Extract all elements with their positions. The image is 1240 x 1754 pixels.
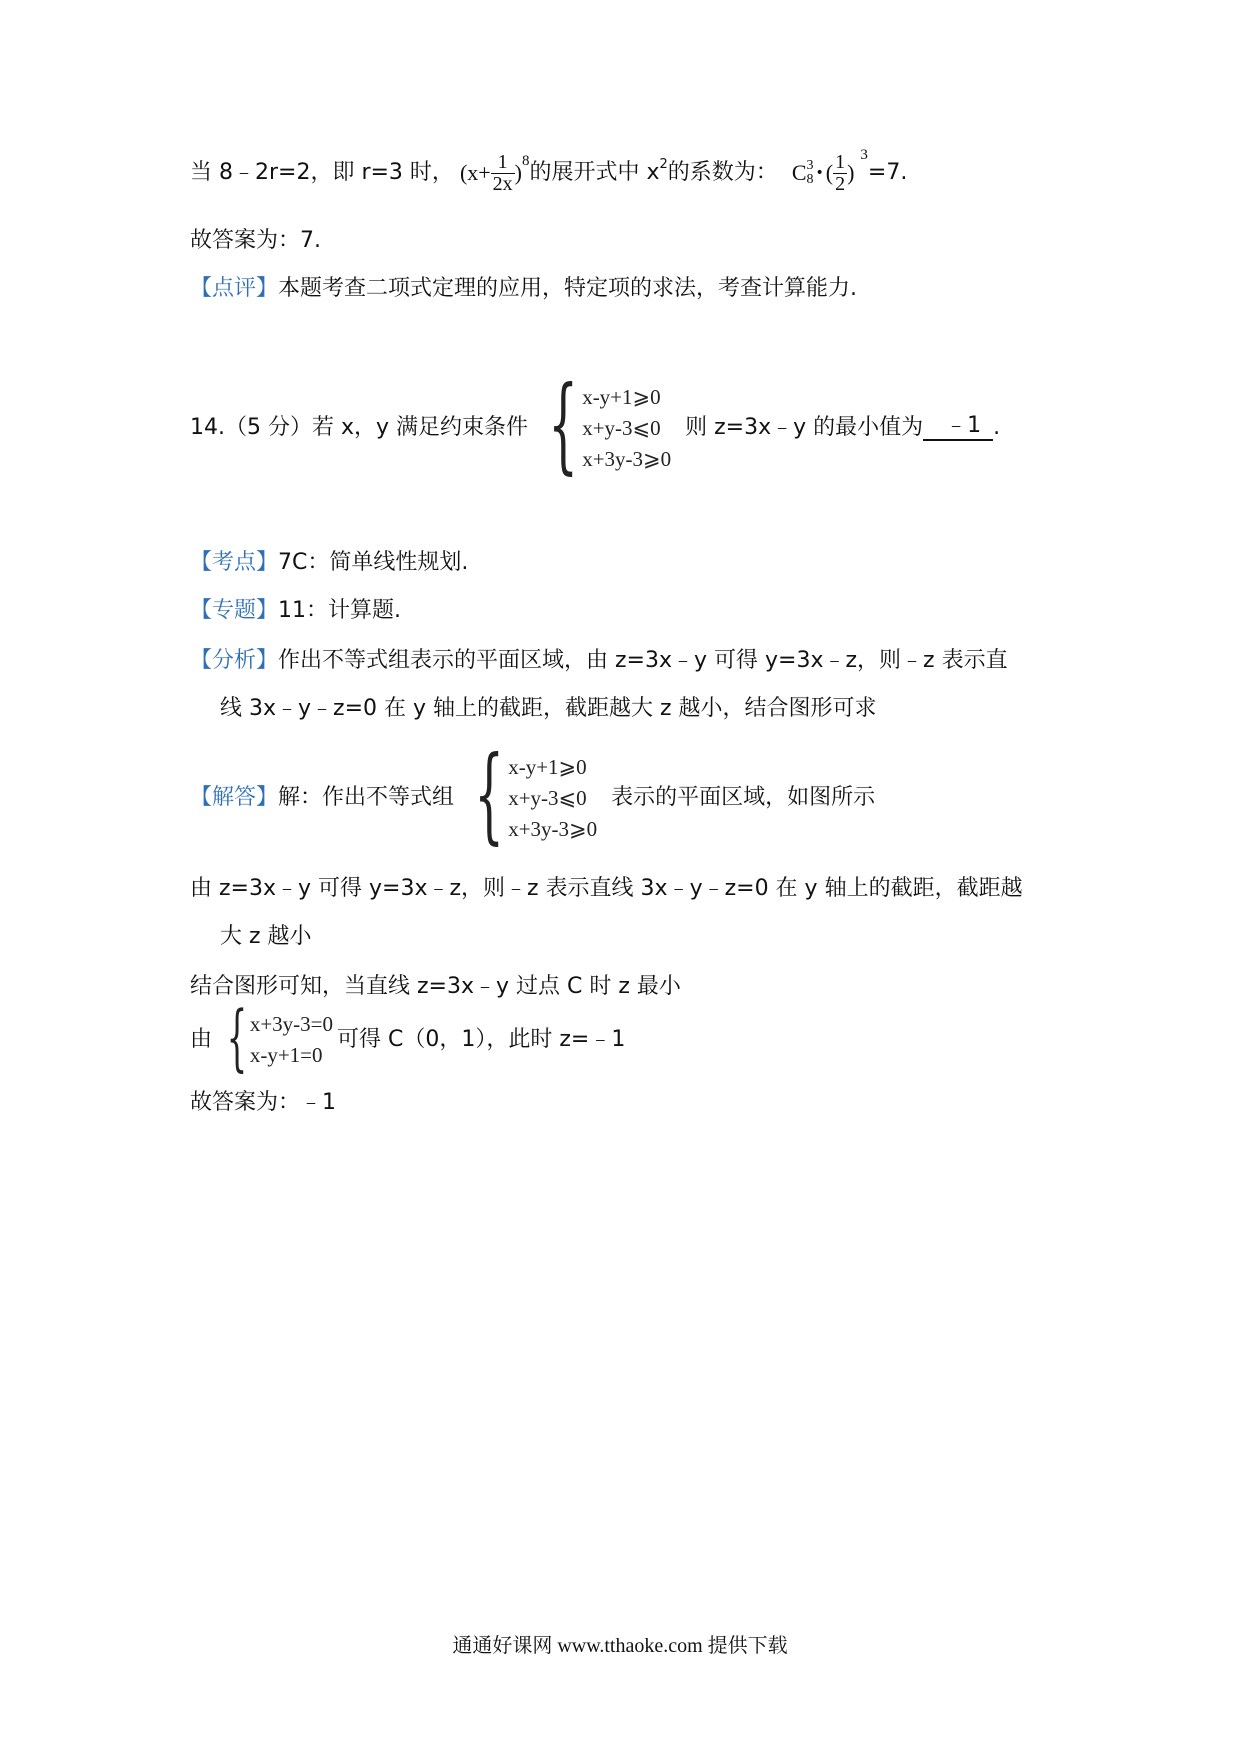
answer-line: 故答案为：7. [190, 228, 321, 253]
binom-fraction [491, 152, 515, 195]
jieda-line [190, 733, 876, 855]
fenxi-text-1: 作出不等式组表示的平面区域，由 z=3x﹣y 可得 y=3x﹣z，则﹣z 表示直 [278, 648, 1008, 673]
solution-line-3: 结合图形可知，当直线 z=3x﹣y 过点 C 时 z 最小 [190, 974, 681, 999]
kaodian-tag: 【考点】 [190, 550, 279, 575]
combination-c: C [791, 160, 807, 185]
zhuanti-text: 11：计算题. [278, 598, 402, 623]
sys-prefix: 由 [190, 1027, 213, 1052]
frac-exponent: 3 [860, 146, 868, 163]
q14-prefix: 14.（5 分）若 x，y 满足约束条件 [190, 415, 529, 440]
kaodian-line [190, 552, 468, 574]
line1-mid: 的展开式中 x [529, 160, 660, 185]
binom-close: ) [514, 160, 522, 185]
line1-mid2: 的系数为： [667, 160, 778, 185]
fenxi-tag: 【分析】 [190, 648, 279, 673]
q14-end: . [993, 415, 1001, 440]
final-answer-line: 故答案为：﹣1 [190, 1090, 336, 1115]
comment-text: 本题考查二项式定理的应用，特定项的求法，考查计算能力. [278, 276, 858, 301]
q14-constraint-3: x+3y-3⩾0 [582, 446, 672, 471]
x-exponent: 2 [659, 156, 668, 172]
solution-line-1: 由 z=3x﹣y 可得 y=3x﹣z，则﹣z 表示直线 3x﹣y﹣z=0 在 y 轴上的截距，截距越 [190, 876, 1023, 901]
jieda-brace: { [474, 733, 505, 855]
frac-close: ) [847, 160, 855, 185]
fenxi-line-1 [190, 650, 1008, 672]
q14-middle: 则 z=3x﹣y 的最小值为 [685, 415, 924, 440]
jieda-prefix: 解：作出不等式组 [278, 785, 455, 810]
q14-answer-blank: ﹣1 [923, 415, 993, 441]
sys-equation-2: x-y+1=0 [249, 1043, 323, 1067]
combination-sup: 3 [806, 158, 814, 173]
footer-text: 通通好课网 www.tthaoke.com 提供下载 [452, 1635, 788, 1657]
jieda-constraint-1: x-y+1⩾0 [508, 754, 587, 779]
binom-denominator: 2x [492, 172, 513, 195]
q14-constraint-2: x+y-3⩽0 [582, 415, 661, 440]
fenxi-line-2: 线 3x﹣y﹣z=0 在 y 轴上的截距，截距越大 z 越小，结合图形可求 [220, 696, 877, 721]
q14-constraints [582, 384, 672, 471]
half-fraction [833, 152, 847, 195]
zhuanti-line [190, 600, 401, 622]
combination-sub: 8 [806, 172, 814, 187]
jieda-suffix: 表示的平面区域，如图所示 [611, 785, 876, 810]
jieda-constraint-3: x+3y-3⩾0 [508, 816, 598, 841]
jieda-tag: 【解答】 [190, 785, 279, 810]
q14-constraint-1: x-y+1⩾0 [582, 384, 661, 409]
binom-open: (x+ [459, 160, 491, 185]
comment-tag: 【点评】 [190, 276, 279, 301]
binom-numerator: 1 [491, 152, 515, 174]
zhuanti-tag: 【专题】 [190, 598, 279, 623]
sys-brace: { [226, 995, 248, 1079]
sys-suffix: 可得 C（0，1），此时 z=﹣1 [337, 1027, 626, 1052]
jieda-constraint-2: x+y-3⩽0 [508, 785, 587, 810]
solution-line-2: 大 z 越小 [220, 924, 312, 949]
q14-brace: { [548, 363, 578, 485]
jieda-constraints [508, 754, 598, 841]
kaodian-text: 7C：简单线性规划. [278, 550, 469, 575]
multiply-dot: • [815, 165, 824, 181]
sys-equations [250, 1014, 333, 1066]
line1-prefix: 当 8﹣2r=2，即 r=3 时， [190, 160, 454, 185]
sys-equation-1: x+3y-3=0 [249, 1012, 334, 1036]
half-denominator: 2 [835, 172, 846, 195]
question-14 [190, 363, 1001, 485]
combination-indices [807, 159, 814, 187]
comment-line [190, 278, 857, 300]
frac-open: ( [825, 160, 834, 185]
binomial-result-line [190, 148, 907, 198]
half-numerator: 1 [835, 150, 846, 173]
line1-result: =7. [867, 160, 908, 185]
binom-exponent: 8 [522, 152, 530, 169]
solution-system-line [190, 995, 626, 1079]
